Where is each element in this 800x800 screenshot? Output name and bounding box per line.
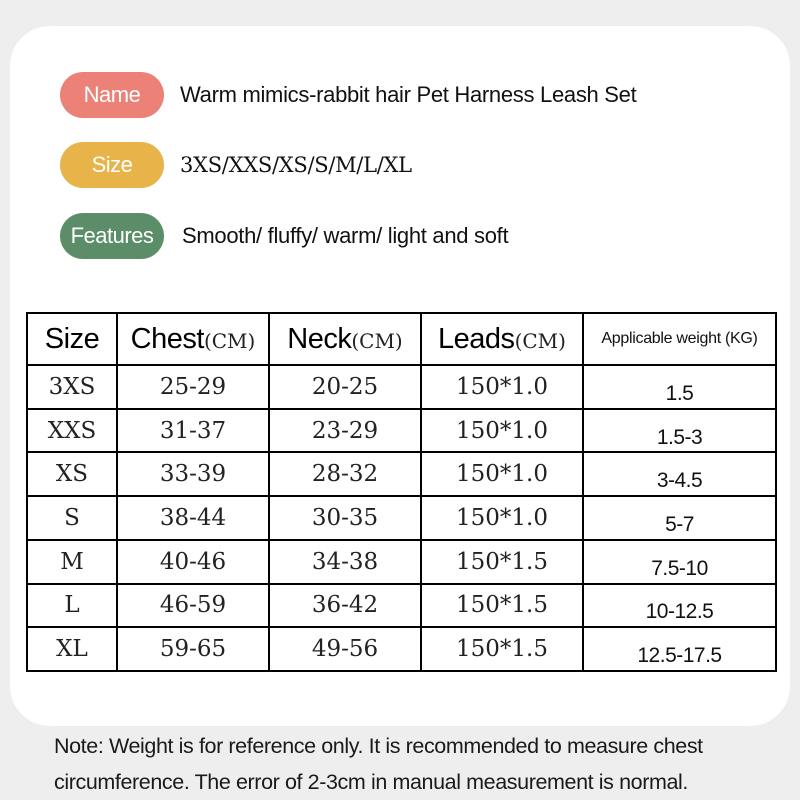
table-cell: 3-4.5 xyxy=(583,452,776,496)
header-unit: (CM) xyxy=(203,328,256,353)
product-name: Warm mimics-rabbit hair Pet Harness Leash Set xyxy=(180,82,637,107)
measurement-note: Note: Weight is for reference only. It is recommended to measure chest circumference. The error of 2-3cm in manual measurement is normal. xyxy=(54,734,703,794)
table-cell: 23-29 xyxy=(269,409,421,453)
table-cell: XS xyxy=(27,452,117,496)
name-pill: Name xyxy=(60,72,164,118)
size-list: 3XS/XXS/XS/S/M/L/XL xyxy=(180,153,412,177)
table-cell: 7.5-10 xyxy=(583,540,776,584)
features-pill: Features xyxy=(60,213,164,259)
table-row xyxy=(27,496,776,540)
table-cell: 49-56 xyxy=(269,627,421,671)
table-cell: 59-65 xyxy=(117,627,269,671)
table-cell: 38-44 xyxy=(117,496,269,540)
table-cell: 1.5 xyxy=(583,365,776,409)
table-cell: 1.5-3 xyxy=(583,409,776,453)
table-cell: 30-35 xyxy=(269,496,421,540)
table-cell: 31-37 xyxy=(117,409,269,453)
table-row xyxy=(27,540,776,584)
table-row xyxy=(27,627,776,671)
table-cell: 150*1.5 xyxy=(421,540,583,584)
table-cell: 150*1.0 xyxy=(421,409,583,453)
table-cell: 46-59 xyxy=(117,584,269,628)
header-name: Leads xyxy=(438,322,515,355)
table-cell: XL xyxy=(27,627,117,671)
table-cell: 5-7 xyxy=(583,496,776,540)
features-text: Smooth/ fluffy/ warm/ light and soft xyxy=(182,223,509,248)
size-row xyxy=(60,142,412,188)
table-cell: 150*1.0 xyxy=(421,452,583,496)
header-cell xyxy=(27,313,117,365)
table-row xyxy=(27,365,776,409)
table-cell: M xyxy=(27,540,117,584)
table-cell: 28-32 xyxy=(269,452,421,496)
header-name: Size xyxy=(44,322,100,355)
table-cell: 20-25 xyxy=(269,365,421,409)
header-unit: (CM) xyxy=(351,328,403,353)
table-row xyxy=(27,452,776,496)
table-cell: 34-38 xyxy=(269,540,421,584)
table-cell: 36-42 xyxy=(269,584,421,628)
header-cell: Applicable weight (KG) xyxy=(583,313,776,365)
table-cell: 10-12.5 xyxy=(583,584,776,628)
table-row xyxy=(27,584,776,628)
header-cell xyxy=(117,313,269,365)
table-cell: 12.5-17.5 xyxy=(583,627,776,671)
header-name: Neck xyxy=(287,322,352,355)
table-cell: 150*1.0 xyxy=(421,496,583,540)
table-cell: 40-46 xyxy=(117,540,269,584)
table-cell: 150*1.5 xyxy=(421,584,583,628)
table-cell: 3XS xyxy=(27,365,117,409)
table-header-row xyxy=(27,313,776,365)
features-row xyxy=(60,213,508,259)
table-cell: 150*1.5 xyxy=(421,627,583,671)
table-cell: XXS xyxy=(27,409,117,453)
size-chart-table xyxy=(26,312,777,672)
table-cell: L xyxy=(27,584,117,628)
header-cell xyxy=(421,313,583,365)
size-pill: Size xyxy=(60,142,164,188)
header-unit: (CM) xyxy=(514,328,566,353)
header-cell xyxy=(269,313,421,365)
table-cell: 33-39 xyxy=(117,452,269,496)
table-cell: 25-29 xyxy=(117,365,269,409)
table-cell: 150*1.0 xyxy=(421,365,583,409)
header-name: Chest xyxy=(130,322,204,355)
table-cell: S xyxy=(27,496,117,540)
table-row xyxy=(27,409,776,453)
name-row xyxy=(60,72,636,118)
